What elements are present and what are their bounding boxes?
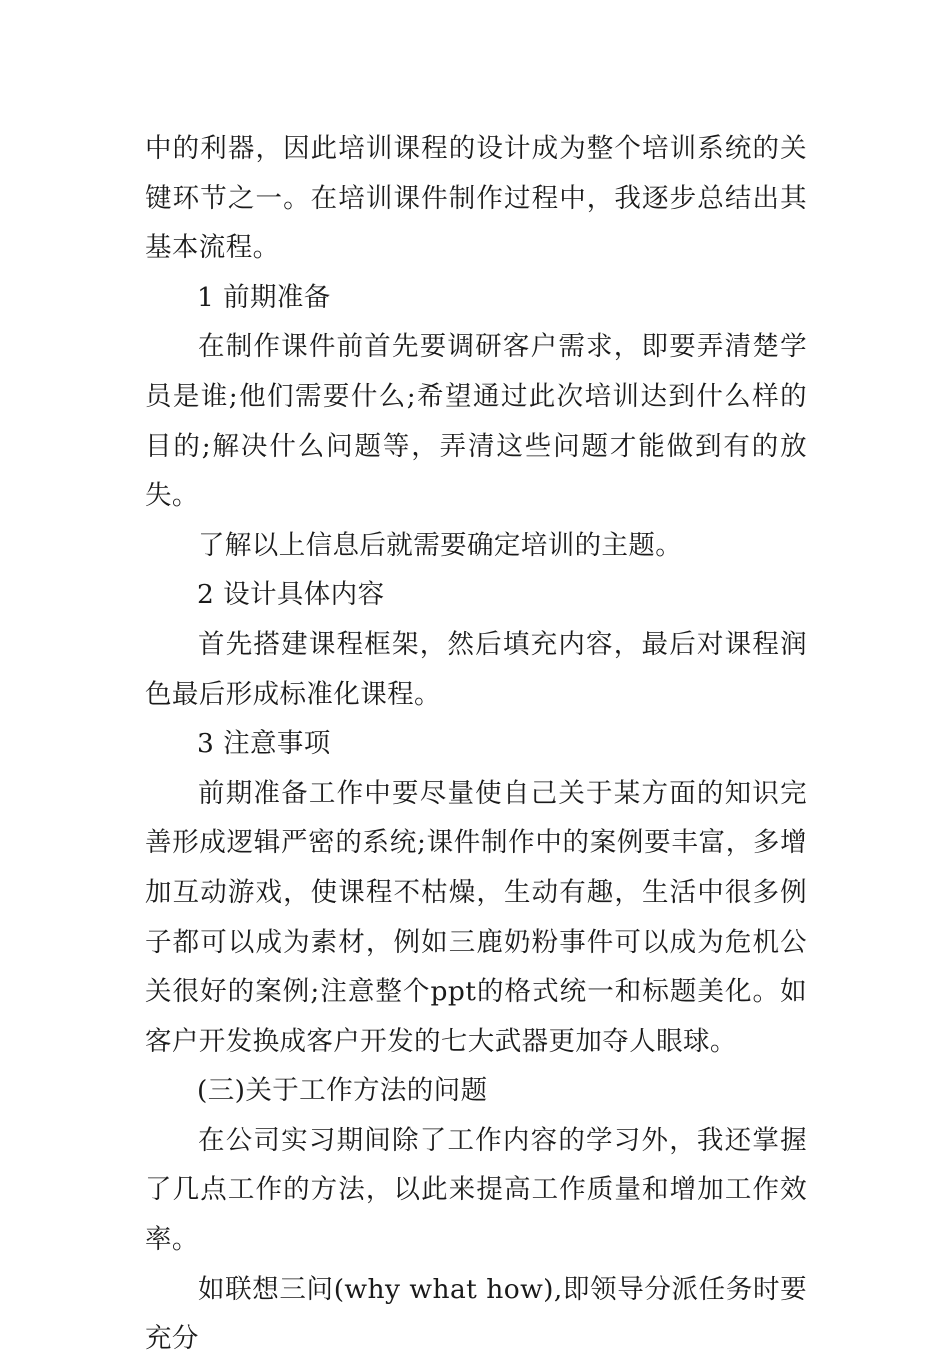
document-body bbox=[145, 124, 807, 1364]
paragraph-course-framework: 首先搭建课程框架，然后填充内容，最后对课程润色最后形成标准化课程。 bbox=[145, 628, 807, 710]
paragraph-notes-detail: 前期准备工作中要尽量使自己关于某方面的知识完善形成逻辑严密的系统;课件制作中的案例要丰富，多增加互动游戏，使课程不枯燥，生动有趣，生活中很多例子都可以成为素材，例如三鹿奶粉事件可以成为危机公关很好的案例;注意整个ppt的格式统一和标题美化。如客户开发换成客户开发的七大武器更加夺人眼球。 bbox=[145, 777, 807, 1057]
paragraph-continuation: 中的利器，因此培训课程的设计成为整个培训系统的关键环节之一。在培训课件制作过程中，我逐步总结出其基本流程。 bbox=[145, 133, 807, 264]
paragraph-training-theme: 了解以上信息后就需要确定培训的主题。 bbox=[198, 529, 683, 561]
section-heading-content-design: 2 设计具体内容 bbox=[197, 579, 385, 611]
paragraph-work-methods: 在公司实习期间除了工作内容的学习外，我还掌握了几点工作的方法，以此来提高工作质量和增加工作效率。 bbox=[145, 1124, 807, 1256]
section-heading-notes: 3 注意事项 bbox=[197, 728, 331, 760]
section-heading-work-methods: (三)关于工作方法的问题 bbox=[197, 1075, 488, 1107]
section-heading-preparation: 1 前期准备 bbox=[197, 281, 331, 313]
paragraph-three-questions: 如联想三问(why what how),即领导分派任务时要充分 bbox=[145, 1273, 807, 1355]
paragraph-research-needs: 在制作课件前首先要调研客户需求，即要弄清楚学员是谁;他们需要什么;希望通过此次培训达到什么样的目的;解决什么问题等，弄清这些问题才能做到有的放失。 bbox=[145, 331, 807, 512]
